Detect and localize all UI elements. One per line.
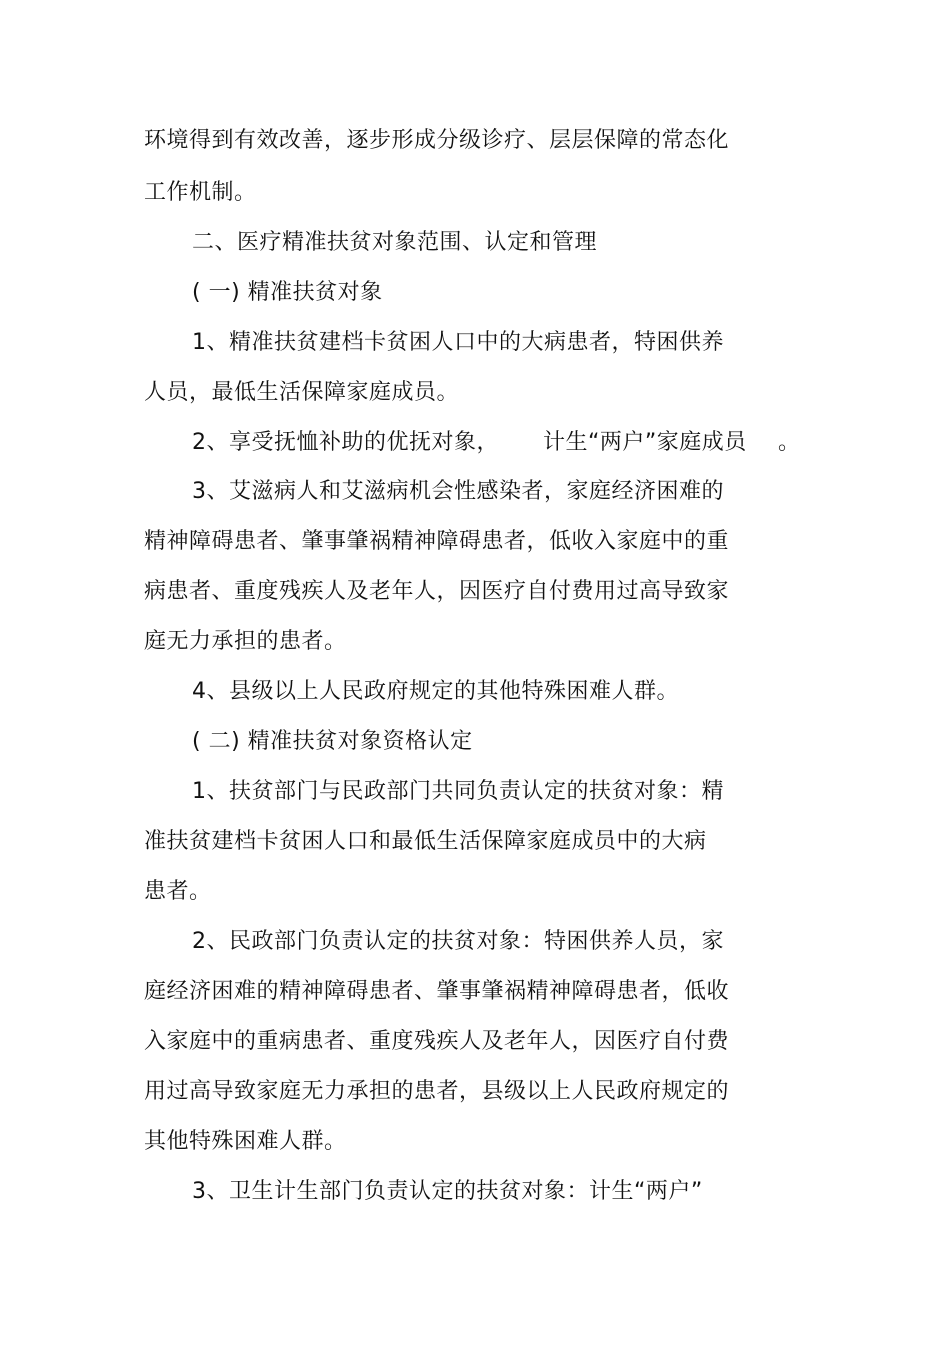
paragraph-line: 工作机制。 [144, 180, 257, 205]
paragraph-line: 3、卫生计生部门负责认定的扶贫对象：计生“两户” [192, 1179, 703, 1204]
paragraph-line: 庭无力承担的患者。 [144, 629, 347, 654]
paragraph-line: 病患者、重度残疾人及老年人，因医疗自付费用过高导致家 [144, 579, 730, 604]
paragraph-line: 用过高导致家庭无力承担的患者，县级以上人民政府规定的 [144, 1079, 730, 1104]
paragraph-line: 人员，最低生活保障家庭成员。 [144, 380, 460, 405]
paragraph-line: 3、艾滋病人和艾滋病机会性感染者，家庭经济困难的 [192, 479, 724, 504]
paragraph-line: 1、扶贫部门与民政部门共同负责认定的扶贫对象：精 [192, 779, 724, 804]
section-heading: 二、医疗精准扶贫对象范围、认定和管理 [192, 230, 598, 255]
paragraph-line: 入家庭中的重病患者、重度残疾人及老年人，因医疗自付费 [144, 1029, 730, 1054]
paragraph-line: 1、精准扶贫建档卡贫困人口中的大病患者，特困供养 [192, 330, 724, 355]
paragraph-line: 精神障碍患者、肇事肇祸精神障碍患者，低收入家庭中的重 [144, 529, 730, 554]
paragraph-line: 环境得到有效改善，逐步形成分级诊疗、层层保障的常态化 [144, 128, 730, 153]
paragraph-line: 庭经济困难的精神障碍患者、肇事肇祸精神障碍患者，低收 [144, 979, 730, 1004]
subsection-heading: ( 一) 精准扶贫对象 [192, 280, 383, 305]
paragraph-line: 2、民政部门负责认定的扶贫对象：特困供养人员，家 [192, 929, 724, 954]
paragraph-line: 其他特殊困难人群。 [144, 1129, 347, 1154]
paragraph-line: 4、县级以上人民政府规定的其他特殊困难人群。 [192, 679, 679, 704]
paragraph-text: 计生“两户”家庭成员 [543, 430, 747, 455]
subsection-heading: ( 二) 精准扶贫对象资格认定 [192, 729, 473, 754]
paragraph-line: 患者。 [144, 879, 212, 904]
paragraph-line: 准扶贫建档卡贫困人口和最低生活保障家庭成员中的大病 [144, 829, 707, 854]
paragraph-text: 2、享受抚恤补助的优抚对象， [192, 430, 499, 455]
trailing-punctuation: 。 [778, 430, 801, 455]
paragraph-line [192, 430, 747, 456]
